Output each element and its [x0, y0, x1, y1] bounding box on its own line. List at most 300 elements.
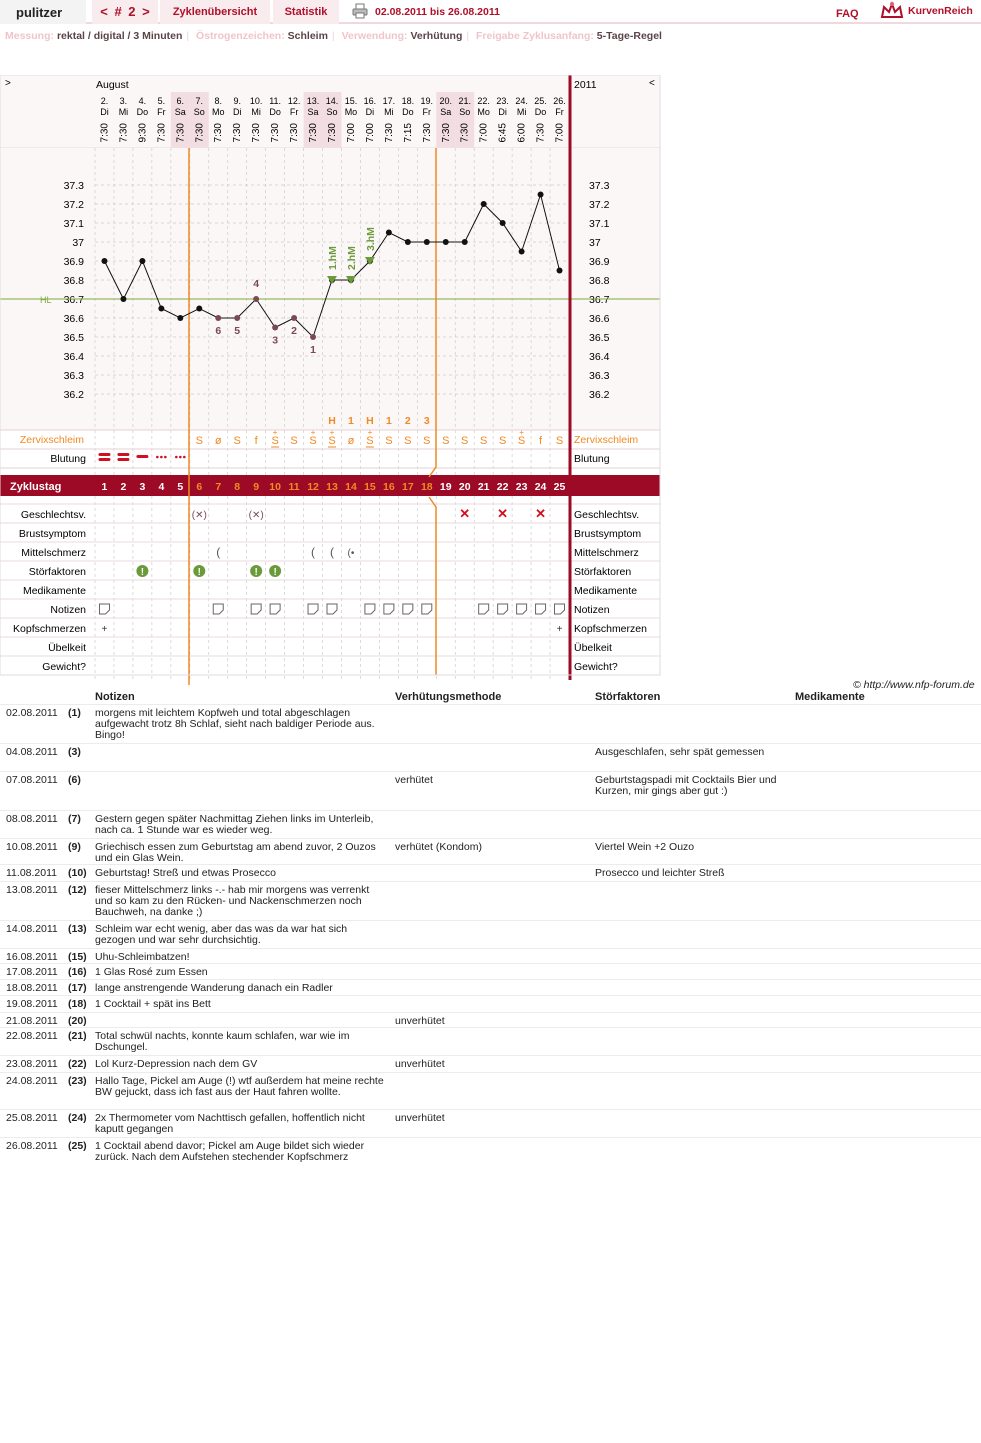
temperature-point: [253, 296, 259, 302]
zyklustag-number: 25: [553, 481, 566, 493]
zervix-mark: S: [480, 435, 488, 447]
note-date: 24.08.2011: [6, 1075, 58, 1087]
y-tick-right: 36.4: [589, 351, 610, 363]
day-number: 12.: [287, 96, 301, 106]
zyklustag-number: 12: [307, 481, 319, 493]
high-count-label: 1.hM: [327, 246, 339, 270]
y-tick-left: 36.8: [63, 275, 84, 287]
note-cycle-day: (13): [68, 923, 87, 935]
y-tick-left: 37.1: [63, 218, 84, 230]
notes-row: [0, 1109, 981, 1137]
notes-row: [0, 864, 981, 881]
y-tick-left: 36.5: [63, 332, 84, 344]
notes-row: [0, 1072, 981, 1109]
measure-time: 7:00: [478, 123, 490, 143]
low-count-label: 2: [291, 325, 298, 337]
zervix-mark: S: [195, 435, 203, 447]
zervix-mark: S: [555, 435, 564, 447]
setting-label: Östrogenzeichen:: [196, 30, 285, 42]
y-tick-right: 36.8: [589, 275, 610, 287]
zyklustag-number: 16: [383, 481, 395, 493]
note-disturbance: Geburtstagspadi mit Cocktails Bier und Kurzen, mir gings aber gut :): [595, 774, 777, 797]
temperature-point: [120, 296, 126, 302]
measure-time: 7:30: [156, 123, 168, 143]
weekday: So: [326, 107, 338, 117]
y-tick-left: 36.2: [63, 389, 84, 401]
measure-time: 7:30: [535, 123, 547, 143]
note-disturbance: Ausgeschlafen, sehr spät gemessen: [595, 746, 765, 758]
notes-row: [0, 810, 981, 838]
username: pulitzer: [0, 0, 86, 24]
day-number: 6.: [176, 96, 185, 106]
y-tick-left: 37.2: [63, 199, 84, 211]
mucus-peak-count: 3: [423, 415, 430, 427]
note-date: 11.08.2011: [6, 867, 57, 879]
header-notizen: Notizen: [95, 691, 135, 703]
note-date: 08.08.2011: [6, 813, 58, 825]
weekday: So: [459, 107, 471, 117]
y-tick-right: 37.2: [589, 199, 610, 211]
zervix-mark: S: [404, 435, 412, 447]
bleeding-heavy: [117, 453, 129, 456]
setting-label: Verwendung:: [341, 30, 408, 42]
row-label-right: Kopfschmerzen: [574, 623, 647, 635]
zervix-mark: S: [461, 435, 469, 447]
note-cycle-day: (20): [68, 1015, 87, 1027]
note-text: morgens mit leichtem Kopfweh und total abgeschlagen aufgewacht trotz 8h Schlaf, sieht nach baldiger Periode aus. Bingo!: [95, 707, 375, 741]
next-cycle-arrow: <: [649, 78, 655, 89]
weekday: Fr: [555, 107, 564, 117]
note-date: 23.08.2011: [6, 1058, 58, 1070]
zyklustag-number: 4: [158, 481, 165, 493]
notes-row: [0, 838, 981, 864]
note-icon: [327, 604, 337, 614]
note-date: 19.08.2011: [6, 998, 58, 1010]
faq-link[interactable]: FAQ: [836, 8, 859, 20]
measure-time: 7:15: [402, 123, 414, 143]
temperature-point: [310, 334, 316, 340]
weekday: Do: [534, 107, 547, 117]
zervix-mark: S: [271, 435, 279, 447]
low-count-label: 1: [310, 344, 316, 356]
weekday: Mi: [516, 107, 527, 117]
day-number: 5.: [157, 96, 166, 106]
weekday: Mi: [384, 107, 394, 117]
temperature-point: [462, 239, 468, 245]
notes-row: [0, 1027, 981, 1055]
weekday: Mi: [118, 107, 129, 117]
note-date: 10.08.2011: [6, 841, 58, 853]
weekday: Do: [402, 107, 414, 117]
day-number: 3.: [119, 96, 128, 106]
mucus-peak-count: H: [328, 415, 336, 427]
day-number: 2.: [100, 96, 109, 106]
setting-label: Messung:: [5, 30, 55, 42]
note-cycle-day: (1): [68, 707, 81, 719]
bleeding-heavy: [98, 453, 110, 456]
note-text: Griechisch essen zum Geburtstag am abend zuvor, 2 Ouzos und ein Glas Wein.: [95, 841, 376, 864]
zervix-mark: S: [442, 435, 450, 447]
prev-cycle-arrow: >: [5, 78, 11, 89]
weekday: Sa: [174, 107, 186, 117]
temperature-point: [215, 315, 221, 321]
year-label: 2011: [574, 79, 597, 91]
temperature-point: [291, 315, 297, 321]
measure-time: 7:30: [213, 123, 225, 143]
zervix-mark: ø: [214, 435, 222, 447]
mucus-peak-count: 1: [348, 415, 354, 427]
disturbance-icon-mark: !: [197, 567, 201, 578]
zervix-mark: f: [254, 435, 258, 447]
notes-row: [0, 995, 981, 1012]
note-cycle-day: (16): [68, 966, 87, 978]
note-method: unverhütet: [395, 1058, 445, 1070]
bleeding-spotting: [156, 456, 159, 459]
low-count-label: 5: [234, 325, 241, 337]
note-cycle-day: (17): [68, 982, 87, 994]
measure-time: 7:30: [421, 123, 433, 143]
headache-icon: +: [556, 624, 563, 635]
temperature-point: [481, 201, 487, 207]
notes-row: [0, 1055, 981, 1072]
note-cycle-day: (18): [68, 998, 87, 1010]
y-tick-right: 37: [589, 237, 601, 249]
note-date: 17.08.2011: [6, 966, 58, 978]
day-number: 17.: [382, 96, 396, 106]
note-method: unverhütet: [395, 1112, 445, 1124]
y-tick-right: 36.7: [589, 294, 610, 306]
setting-value: rektal / digital / 3 Minuten: [56, 30, 183, 42]
day-number: 7.: [195, 96, 204, 106]
note-cycle-day: (25): [68, 1140, 87, 1152]
day-number: 16.: [363, 96, 377, 106]
zyklustag-number: 23: [515, 481, 528, 493]
zyklustag-number: 1: [101, 481, 108, 493]
note-date: 26.08.2011: [6, 1140, 58, 1152]
tab-statistik[interactable]: Statistik: [273, 0, 339, 24]
zervix-mark: S: [423, 435, 431, 447]
disturbance-icon-mark: !: [140, 567, 145, 578]
measure-time: 7:30: [383, 123, 395, 143]
note-date: 07.08.2011: [6, 774, 58, 786]
note-date: 22.08.2011: [6, 1030, 58, 1042]
bleeding-heavy: [98, 458, 110, 461]
temperature-point: [500, 220, 506, 226]
temperature-point: [519, 249, 525, 255]
zyklustag-number: 19: [439, 481, 452, 493]
blutung-label-left: Blutung: [50, 453, 86, 465]
intercourse-icon: ✕: [459, 506, 471, 521]
brand-name: KurvenReich: [908, 5, 973, 17]
row-label-right: Mittelschmerz: [574, 547, 639, 559]
temperature-point: [424, 239, 430, 245]
note-icon: [498, 604, 508, 614]
zervix-mark: ø: [347, 435, 355, 447]
weekday: Fr: [157, 107, 166, 117]
weekday: Mo: [344, 107, 358, 117]
zervix-label-left: Zervixschleim: [19, 434, 84, 446]
zervix-label-right: Zervixschleim: [574, 434, 639, 446]
row-label-right: Medikamente: [574, 585, 638, 597]
measure-time: 7:30: [232, 123, 244, 143]
settings-line: Messung: rektal / digital / 3 Minuten | Östrogenzeichen: Schleim | Verwendung: Verhütung | Freigabe Zyklusanfang: 5-Tage-Regel: [5, 30, 662, 42]
note-disturbance: Viertel Wein +2 Ouzo: [595, 841, 695, 853]
y-tick-right: 36.9: [589, 256, 610, 268]
notes-row: [0, 1012, 981, 1027]
note-icon: [403, 604, 413, 614]
zervix-mark: S: [309, 435, 317, 447]
measure-time: 7:30: [99, 123, 111, 143]
day-number: 18.: [401, 96, 415, 106]
high-count-label: 3.hM: [364, 227, 377, 251]
top-bar: [0, 0, 981, 24]
zyklustag-number: 24: [534, 481, 547, 493]
note-text: Gestern gegen später Nachmittag Ziehen links im Unterleib, nach ca. 1 Stunde war es wieder weg.: [95, 813, 374, 836]
low-count-label: 3: [272, 334, 279, 347]
hl-label: HL: [40, 295, 52, 305]
bleeding-spotting: [175, 456, 178, 459]
zyklustag-number: 13: [326, 481, 338, 493]
row-label-right: Geschlechtsv.: [574, 509, 640, 521]
weekday: Di: [498, 107, 507, 117]
zyklustag-number: 15: [364, 481, 376, 493]
measure-time: 7:30: [459, 123, 471, 143]
zyklustag-number: 18: [420, 481, 433, 493]
y-tick-left: 37.3: [63, 180, 84, 192]
zervix-mark: S: [517, 435, 526, 447]
note-cycle-day: (21): [68, 1030, 87, 1042]
measure-time: 7:30: [175, 123, 187, 143]
note-cycle-day: (22): [68, 1058, 87, 1070]
note-date: 25.08.2011: [6, 1112, 58, 1124]
day-number: 21.: [458, 96, 471, 106]
notes-row: [0, 979, 981, 995]
day-number: 10.: [249, 96, 263, 106]
row-label-left: Geschlechtsv.: [20, 509, 86, 521]
bleeding-heavy: [117, 458, 129, 461]
note-disturbance: Prosecco und leichter Streß: [595, 867, 725, 879]
note-cycle-day: (15): [68, 951, 87, 963]
measure-time: 9:30: [137, 123, 149, 143]
row-label-left: Übelkeit: [48, 642, 86, 654]
weekday: Do: [136, 107, 149, 117]
y-tick-left: 36.7: [63, 294, 84, 306]
y-tick-left: 36.9: [63, 256, 84, 268]
note-cycle-day: (10): [68, 867, 87, 879]
temperature-chart: [0, 75, 662, 685]
row-label-left: Mittelschmerz: [21, 547, 86, 559]
intercourse-icon: ✕: [497, 506, 509, 521]
notes-header: [0, 689, 981, 704]
disturbance-icon-mark: !: [273, 567, 277, 578]
note-cycle-day: (6): [68, 774, 81, 786]
note-text: Hallo Tage, Pickel am Auge (!) wtf außerdem hat meine rechte BW gejuckt, dass ich fast aus der Haut fahren wollte.: [95, 1075, 384, 1098]
note-icon: [270, 604, 280, 614]
zervix-plus: +: [310, 428, 316, 437]
zervix-mark: S: [328, 435, 336, 447]
weekday: Mo: [211, 107, 225, 117]
notes-row: [0, 1137, 981, 1177]
temperature-area: [0, 148, 660, 430]
note-cycle-day: (24): [68, 1112, 87, 1124]
setting-value: Verhütung: [410, 30, 463, 42]
bleeding-spotting: [179, 456, 182, 459]
blutung-label-right: Blutung: [574, 453, 610, 465]
weekday: So: [193, 107, 205, 117]
temperature-point: [234, 315, 240, 321]
zyklustag-label: Zyklustag: [10, 481, 62, 493]
note-date: 14.08.2011: [6, 923, 58, 935]
date-range: 02.08.2011 bis 26.08.2011: [375, 6, 500, 18]
notes-row: [0, 920, 981, 948]
header-verhuetung: Verhütungsmethode: [395, 691, 502, 703]
note-date: 18.08.2011: [6, 982, 58, 994]
zervix-plus: +: [329, 428, 335, 437]
weekday: Mi: [251, 107, 261, 117]
temperature-point: [557, 268, 563, 274]
zyklustag-number: 17: [401, 481, 414, 493]
temperature-point: [196, 306, 202, 312]
temperature-point: [386, 230, 392, 236]
mittelschmerz-icon: (: [216, 545, 221, 559]
note-text: Total schwül nachts, konnte kaum schlafen, war wie im Dschungel.: [95, 1030, 350, 1053]
notes-row: [0, 881, 981, 920]
zyklustag-number: 7: [215, 481, 222, 493]
day-number: 4.: [138, 96, 147, 106]
zervix-mark: S: [498, 435, 507, 447]
zervix-plus: +: [519, 428, 524, 437]
header-medikamente: Medikamente: [795, 691, 865, 703]
zyklustag-number: 11: [288, 481, 300, 493]
day-number: 24.: [515, 96, 528, 106]
intercourse-icon: ✕: [535, 506, 547, 521]
mittelschmerz-icon: (: [330, 545, 334, 559]
crown-icon: [880, 1, 904, 21]
temperature-point: [139, 258, 145, 264]
notes-row: [0, 743, 981, 771]
temperature-point: [101, 258, 107, 264]
note-icon: [536, 604, 546, 614]
note-date: 04.08.2011: [6, 746, 58, 758]
note-method: unverhütet: [395, 1015, 445, 1027]
disturbance-icon-mark: !: [254, 567, 258, 578]
zyklustag-number: 14: [345, 481, 357, 493]
weekday: Do: [269, 107, 281, 117]
zervix-plus: +: [272, 428, 278, 437]
printer-icon[interactable]: [352, 3, 368, 19]
setting-value: Schleim: [287, 30, 328, 42]
weekday: Sa: [440, 107, 452, 117]
cycle-navigator[interactable]: < # 2 >: [92, 0, 158, 24]
day-number: 14.: [325, 96, 339, 106]
note-text: Uhu-Schleimbatzen!: [95, 951, 190, 963]
note-icon: [555, 604, 565, 614]
protected-intercourse-icon: (✕): [191, 510, 207, 521]
measure-time: 7:00: [345, 123, 357, 143]
note-text: Lol Kurz-Depression nach dem GV: [95, 1058, 258, 1070]
mittelschmerz-icon: (•: [347, 548, 355, 559]
note-text: 1 Cocktail + spät ins Bett: [95, 998, 211, 1010]
day-number: 8.: [214, 96, 222, 106]
notes-row: [0, 704, 981, 743]
note-method: verhütet (Kondom): [395, 841, 482, 853]
row-label-left: Kopfschmerzen: [13, 623, 86, 635]
y-tick-right: 36.5: [589, 332, 610, 344]
brand-logo[interactable]: [880, 1, 980, 21]
weekday: Di: [232, 107, 242, 117]
measure-time: 7:30: [440, 123, 452, 143]
row-label-left: Störfaktoren: [28, 566, 86, 578]
temperature-point: [538, 192, 544, 198]
bleeding-medium: [136, 455, 148, 458]
measure-time: 6:00: [516, 123, 528, 143]
zervix-mark: S: [290, 435, 298, 447]
zyklustag-number: 20: [458, 481, 471, 493]
row-label-right: Störfaktoren: [574, 566, 632, 578]
y-tick-right: 37.3: [589, 180, 610, 192]
y-tick-left: 36.6: [63, 313, 84, 325]
note-text: lange anstrengende Wanderung danach ein Radler: [95, 982, 333, 994]
measure-time: 7:30: [194, 123, 206, 143]
temperature-point: [405, 239, 411, 245]
row-label-left: Gewicht?: [42, 661, 86, 673]
note-cycle-day: (7): [68, 813, 81, 825]
copyright: © http://www.nfp-forum.de: [853, 679, 975, 691]
temperature-point: [177, 315, 183, 321]
temperature-point: [158, 306, 164, 312]
zyklustag-number: 8: [234, 481, 241, 493]
y-tick-left: 36.4: [63, 351, 84, 363]
note-text: Geburtstag! Streß und etwas Prosecco: [95, 867, 276, 879]
weekday: Mo: [477, 107, 490, 117]
mucus-peak-count: 2: [404, 415, 411, 427]
weekday: Di: [100, 107, 109, 117]
note-cycle-day: (23): [68, 1075, 87, 1087]
note-cycle-day: (3): [68, 746, 81, 758]
day-number: 15.: [344, 96, 358, 106]
note-icon: [99, 604, 109, 614]
zyklustag-number: 6: [196, 481, 203, 493]
setting-label: Freigabe Zyklusanfang:: [476, 30, 594, 42]
y-tick-right: 37.1: [589, 218, 610, 230]
measure-time: 7:30: [327, 123, 338, 143]
note-date: 21.08.2011: [6, 1015, 58, 1027]
row-label-right: Notizen: [574, 604, 610, 616]
zyklustag-number: 9: [253, 481, 260, 493]
bleeding-spotting: [183, 456, 186, 459]
infertile-end-line-lower: [429, 467, 436, 675]
note-text: 1 Glas Rosé zum Essen: [95, 966, 208, 978]
note-method: verhütet: [395, 774, 433, 786]
day-number: 26.: [553, 96, 566, 106]
measure-time: 7:30: [270, 123, 282, 143]
note-date: 16.08.2011: [6, 951, 58, 963]
zervix-mark: S: [233, 435, 241, 447]
day-number: 25.: [534, 96, 547, 106]
note-icon: [384, 604, 394, 614]
note-icon: [213, 604, 223, 614]
note-icon: [251, 604, 261, 614]
notes-row: [0, 948, 981, 963]
mucus-peak-count: H: [366, 415, 374, 427]
low-count-label: 4: [253, 278, 260, 290]
tab-zyklenuebersicht[interactable]: Zyklenübersicht: [160, 0, 270, 24]
day-number: 9.: [233, 96, 241, 106]
notes-table: [0, 689, 981, 1177]
row-label-right: Brustsymptom: [574, 528, 642, 540]
bleeding-spotting: [164, 456, 167, 459]
measure-time: 7:30: [118, 123, 130, 143]
